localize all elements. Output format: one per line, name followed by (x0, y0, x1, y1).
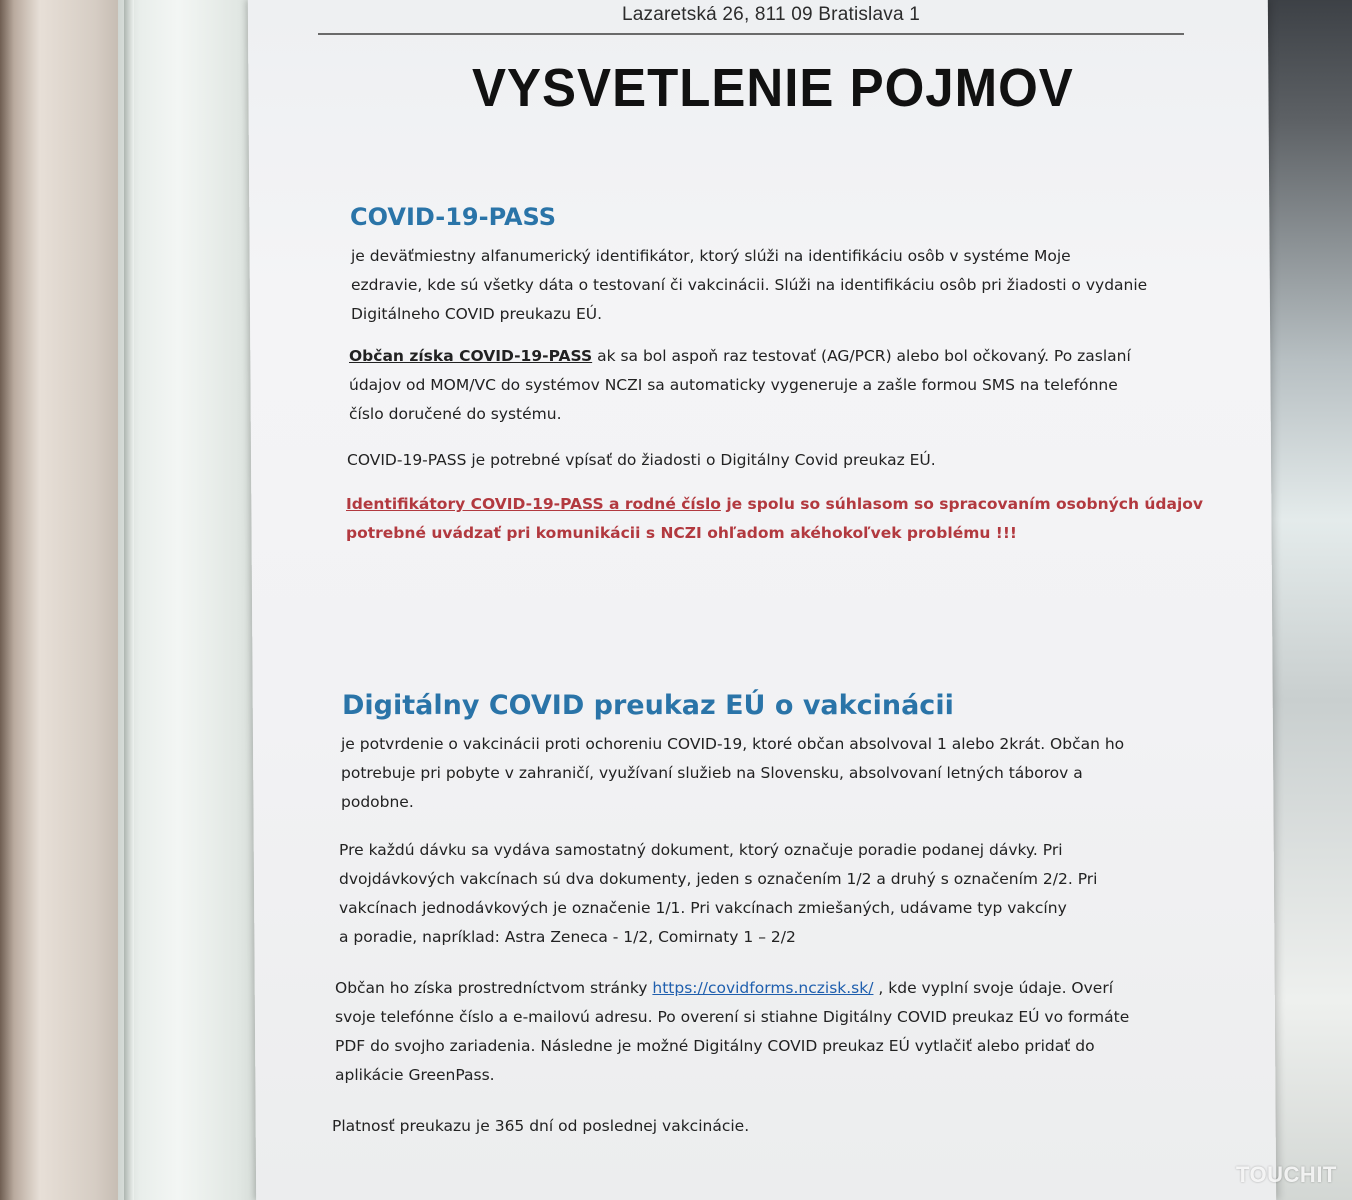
text-line: Digitálneho COVID preukazu EÚ. (351, 305, 603, 323)
section1-paragraph1 (351, 242, 1147, 329)
warning-text: je spolu so súhlasom so spracovaním osobných údajov (720, 495, 1204, 513)
text-line: svoje telefónne číslo a e-mailovú adresu. Po overení si stiahne Digitálny COVID preukaz EÚ vo formáte (335, 1008, 1130, 1026)
section1-warning (346, 490, 1203, 548)
page-title: VYSVETLENIE POJMOV (472, 57, 1074, 118)
section-heading-digital-covid: Digitálny COVID preukaz EÚ o vakcinácii (342, 690, 954, 721)
text-span: ak sa bol aspoň raz testovať (AG/PCR) alebo bol očkovaný. Po zaslaní (592, 347, 1131, 365)
section2-paragraph3 (335, 974, 1129, 1090)
text-span: Občan ho získa prostredníctvom stránky (335, 979, 653, 997)
emphasis-lead: Občan získa COVID-19-PASS (349, 347, 593, 365)
text-line: potrebuje pri pobyte v zahraničí, využívaní služieb na Slovensku, absolvovaní letných táborov a (341, 764, 1083, 782)
room-background (1262, 0, 1352, 1200)
text-line: ezdravie, kde sú všetky dáta o testovaní či vakcinácii. Slúži na identifikáciu osôb pri žiadosti o vydanie (351, 276, 1148, 294)
covidforms-link[interactable]: https://covidforms.nczisk.sk/ (652, 979, 874, 997)
text-line: dvojdávkových vakcínach sú dva dokumenty, jeden s označením 1/2 a druhý s označením 2/2. Pri (339, 870, 1098, 888)
section-heading-covid-pass: COVID-19-PASS (350, 203, 557, 231)
warning-lead: Identifikátory COVID-19-PASS a rodné číslo (346, 495, 721, 513)
text-line: číslo doručené do systému. (349, 405, 562, 423)
header-address: Lazaretská 26, 811 09 Bratislava 1 (622, 4, 920, 25)
text-line: je potvrdenie o vakcinácii proti ochoreniu COVID-19, ktoré občan absolvoval 1 alebo 2krát. Občan ho (341, 735, 1125, 753)
window-frame-edge (124, 0, 134, 1200)
window-frame (118, 0, 270, 1200)
text-line: je deväťmiestny alfanumerický identifikátor, ktorý slúži na identifikáciu osôb v systéme Moje (351, 247, 1071, 265)
text-span: , kde vyplní svoje údaje. Overí (873, 979, 1114, 997)
text-line: vakcínach jednodávkových je označenie 1/1. Pri vakcínach zmiešaných, udávame typ vakcíny (339, 899, 1067, 917)
section2-paragraph4: Platnosť preukazu je 365 dní od poslednej vakcinácie. (332, 1117, 750, 1135)
header-divider (318, 33, 1184, 35)
text-line: Pre každú dávku sa vydáva samostatný dokument, ktorý označuje poradie podanej dávky. Pri (339, 841, 1063, 859)
text-line: údajov od MOM/VC do systémov NCZI sa automaticky vygeneruje a zašle formou SMS na telefónne (349, 376, 1118, 394)
text-line: podobne. (341, 793, 414, 811)
section1-paragraph2 (349, 342, 1131, 429)
watermark-logo: TOUCHIT (1236, 1162, 1337, 1187)
warning-text: potrebné uvádzať pri komunikácii s NCZI ohľadom akéhokoľvek problému !!! (346, 524, 1018, 542)
section1-paragraph3: COVID-19-PASS je potrebné vpísať do žiadosti o Digitálny Covid preukaz EÚ. (347, 451, 936, 469)
text-line: PDF do svojho zariadenia. Následne je možné Digitálny COVID preukaz EÚ vytlačiť alebo pridať do (335, 1037, 1095, 1055)
section2-paragraph2 (339, 836, 1097, 952)
text-line: aplikácie GreenPass. (335, 1066, 495, 1084)
text-line: a poradie, napríklad: Astra Zeneca - 1/2, Comirnaty 1 – 2/2 (339, 928, 796, 946)
section2-paragraph1 (341, 730, 1124, 817)
